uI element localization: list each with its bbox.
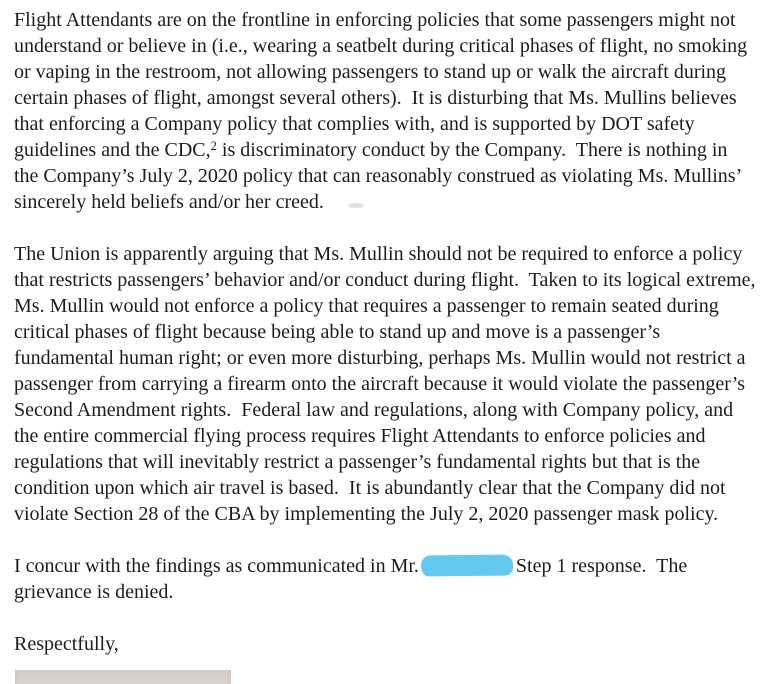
- closing-salutation: Respectfully,: [14, 633, 119, 655]
- paragraph-flight-attendants: [14, 7, 756, 215]
- concur-text-after-redaction: Step 1 response. The grievance is denied.: [14, 555, 693, 603]
- paragraph-1-text-before-footnote: Flight Attendants are on the frontline in enforcing policies that some passengers might not understand or believe in (i.e., wearing a seatbelt during critical phases of flight, no smoking or vaping in the restroom, not allowing passengers to stand up or walk the aircraft during certain phases of flight, amongst several others). It is disturbing that Ms. Mullins believes that enforcing a Company policy that complies with, and is supported by DOT safety guidelines and the CDC,: [14, 9, 753, 161]
- handwritten-signature-icon: [15, 670, 231, 684]
- paragraph-1-text-after-footnote: is discriminatory conduct by the Company. There is nothing in the Company’s July 2, 2020 policy that can reasonably construed as violating Ms. Mullins’ sincerely held beliefs and/or her creed.: [14, 139, 746, 213]
- concur-text-before-redaction: I concur with the findings as communicated in Mr.: [14, 555, 419, 577]
- scan-artifact: [348, 203, 364, 208]
- paragraph-union-argument: The Union is apparently arguing that Ms. Mullin should not be required to enforce a policy that restricts passengers’ behavior and/or conduct during flight. Taken to its logical extreme, Ms. Mullin would not enforce a policy that requires a passenger to remain seated during critical phases of flight because being able to stand up and move is a passenger’s fundamental human right; or even more disturbing, perhaps Ms. Mullin would not restrict a passenger from carrying a firearm onto the aircraft because it would violate the passenger’s Second Amendment rights. Federal law and regulations, along with Company policy, and the entire commercial flying process requires Flight Attendants to enforce policies and regulations that will inevitably restrict a passenger’s fundamental rights but that is the condition upon which air travel is based. It is abundantly clear that the Company did not violate Section 28 of the CBA by implementing the July 2, 2020 passenger mask policy.: [14, 243, 761, 525]
- paragraph-concur-denial: [14, 553, 756, 605]
- footnote-marker-2: 2: [210, 139, 217, 153]
- redacted-name-highlight: [421, 555, 513, 577]
- signature-image: [15, 670, 231, 684]
